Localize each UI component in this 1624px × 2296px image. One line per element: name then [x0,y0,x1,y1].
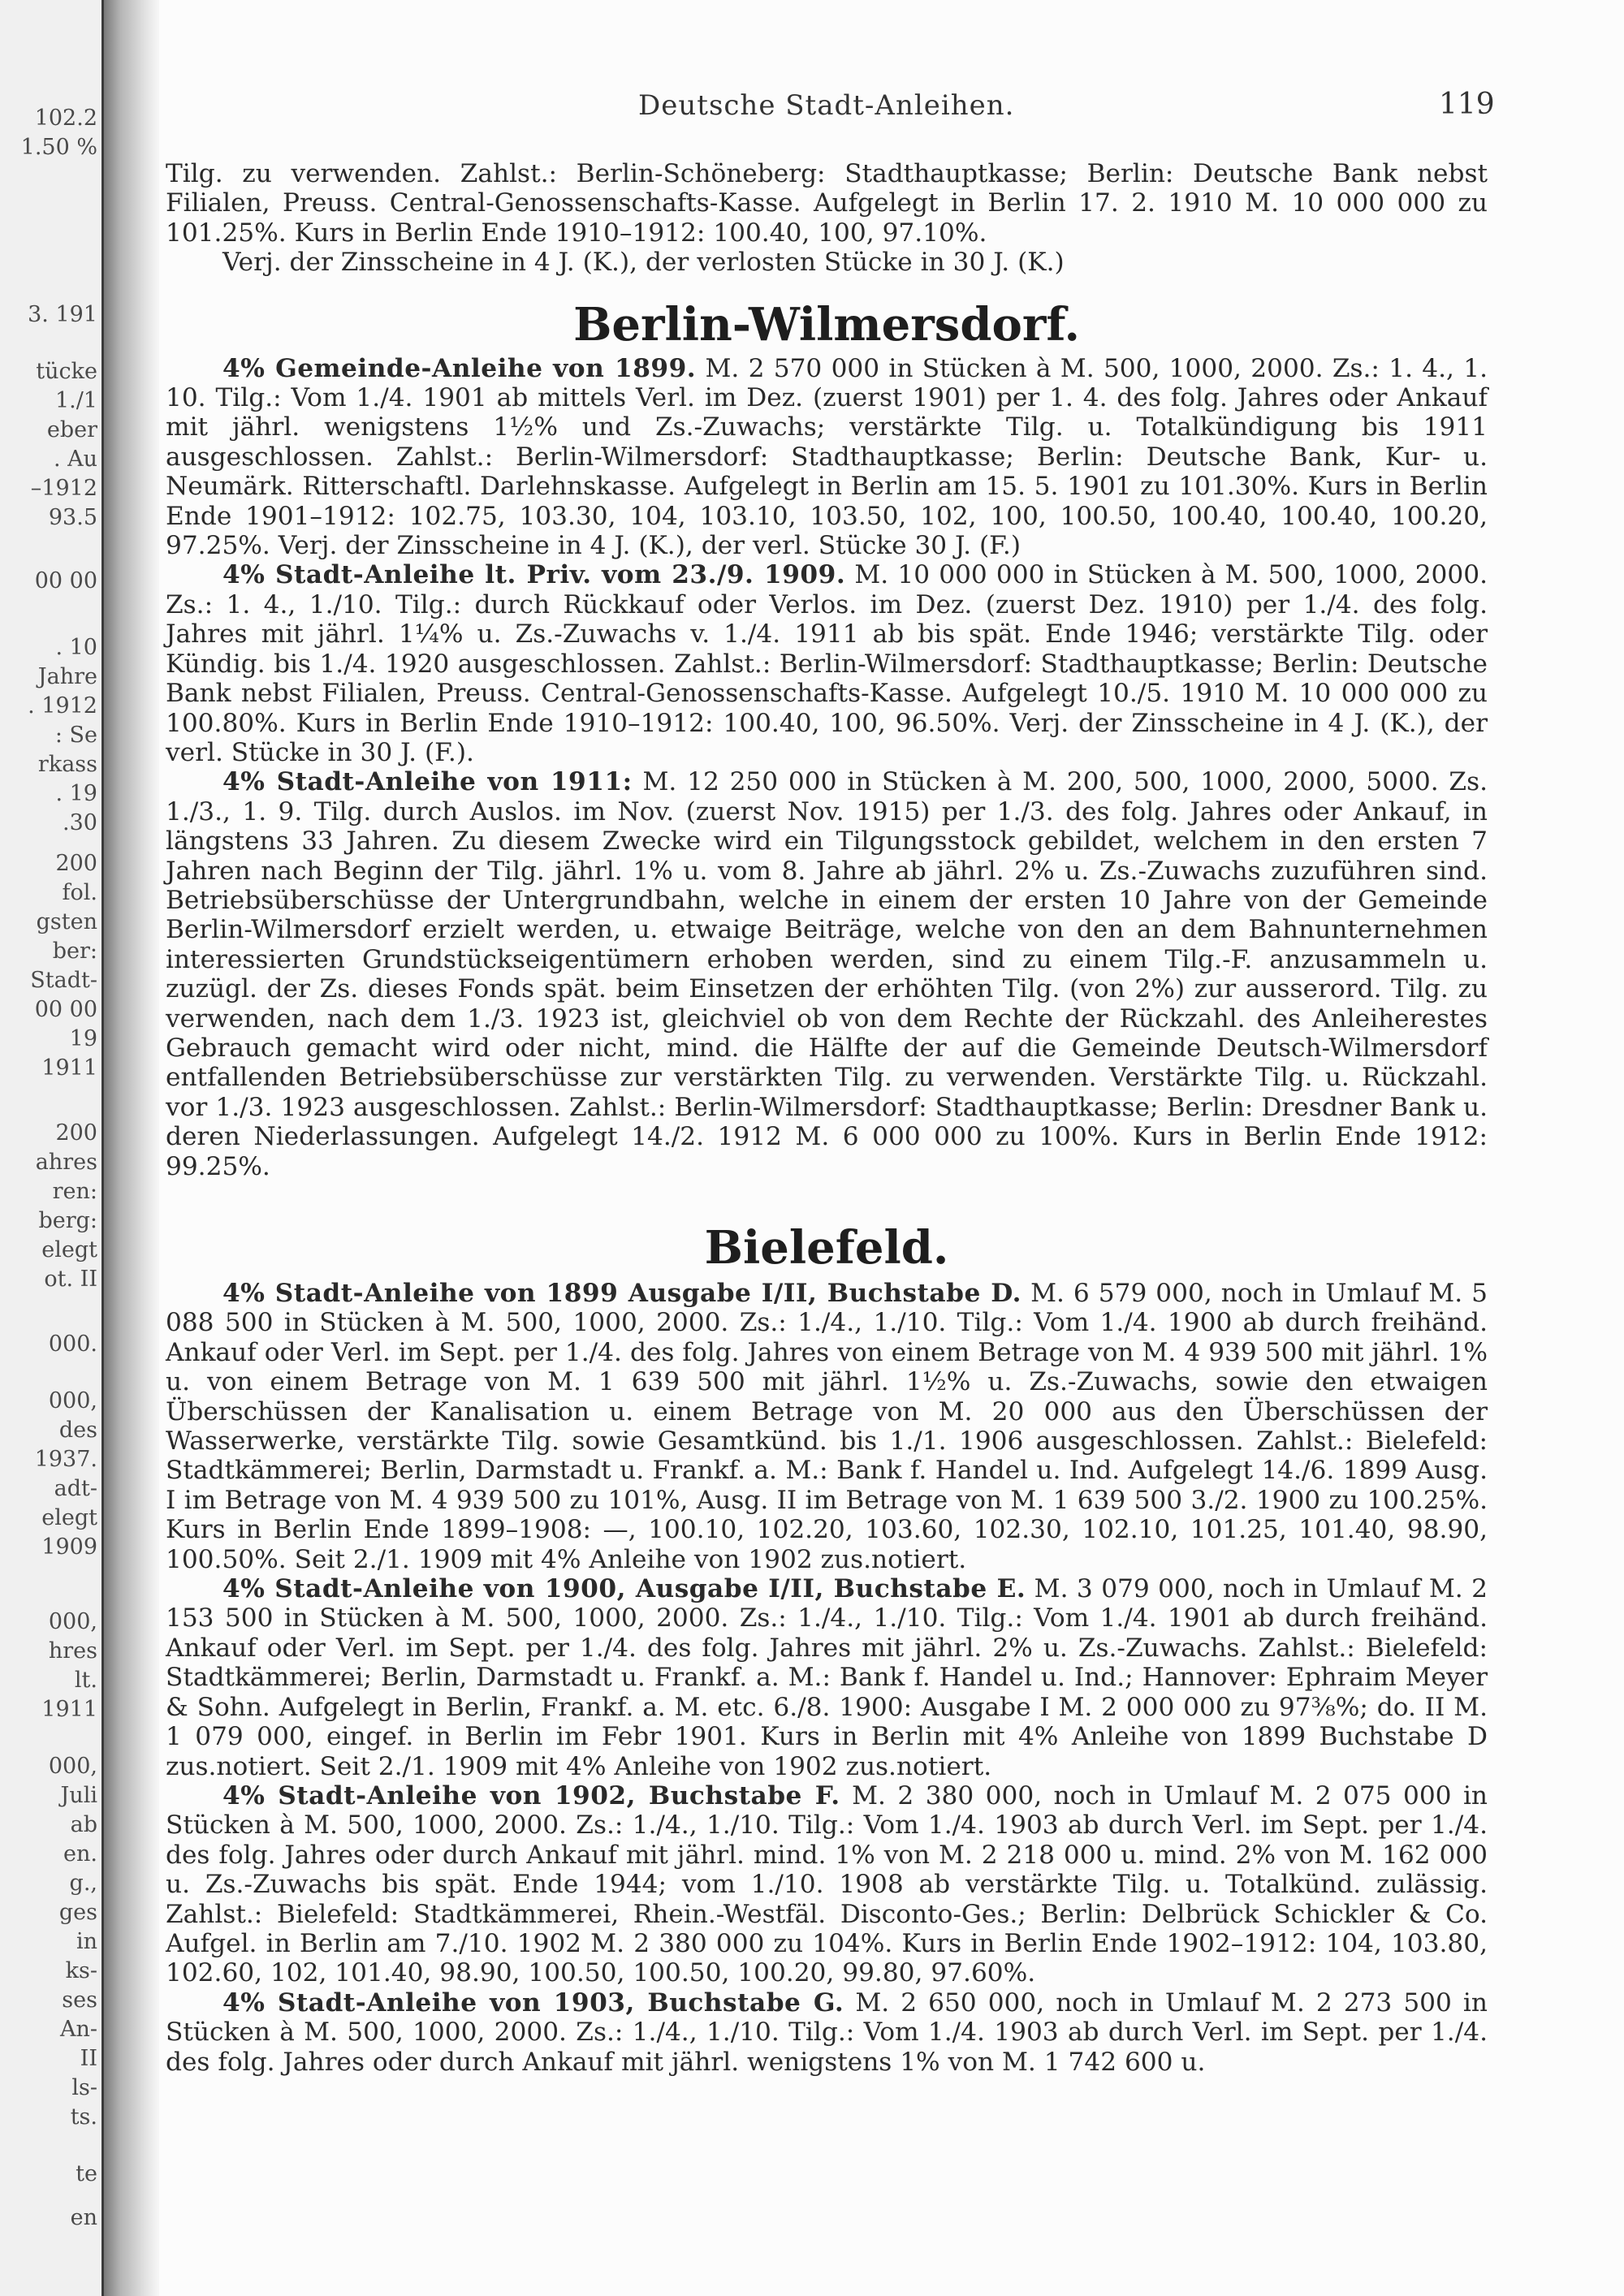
bond-title: 4% Gemeinde-Anleihe von 1899. [222,353,697,383]
bond-entry [166,1574,1488,1781]
bond-title: 4% Stadt-Anleihe von 1900, Ausgabe I/II, Buchstabe E. [222,1574,1026,1604]
margin-fragment: adt- [54,1476,97,1501]
margin-fragment: . 1912 [28,693,97,719]
margin-fragment: ls- [71,2075,97,2100]
margin-fragment: in [76,1929,97,1954]
book-gutter-shadow [104,0,159,2296]
page-body [166,159,1488,2077]
margin-fragment: ren: [52,1179,97,1204]
margin-fragment: Stadt- [30,968,97,993]
page-number: 119 [1439,88,1495,121]
bond-details: M. 3 079 000, noch in Umlauf M. 2 153 500 in Stücken à M. 500, 1000, 2000. Zs.: 1./4., 1./10. Tilg.: Vom 1./4. 1901 ab durch freihänd. Ankauf oder Verl. im Sept. per 1./4. des folg. Jahres mit jährl. 2% u. Zs.-Zuwachs. Zahlst.: Bielefeld: Stadtkämmerei; Berlin, Darmstadt u. Frankf. a. M.: Bank f. Handel u. Ind.; Hannover: Ephraim Meyer & Sohn. Aufgelegt in Berlin, Frankf. a. M. etc. 6./8. 1900: Ausgabe I M. 2 000 000 zu 97⅜%; do. II M. 1 079 000, eingef. in Berlin im Febr 1901. Kurs in Berlin mit 4% Anleihe von 1899 Buchstabe D zus.notiert. Seit 2./1. 1909 mit 4% Anleihe von 1902 zus.notiert. [166,1574,1488,1781]
margin-fragment: . 10 [55,635,97,660]
bond-details: M. 2 570 000 in Stücken à M. 500, 1000, 2000. Zs.: 1. 4., 1. 10. Tilg.: Vom 1./4. 1901 ab mittels Verl. im Dez. (zuerst 1901) per 1. 4. des folg. Jahres oder Ankauf mit jährl. wenigstens 1½% und Zs.-Zuwachs; verstärkte Tilg. u. Totalkündigung bis 1911 ausgeschlossen. Zahlst.: Berlin-Wilmersdorf: Stadthauptkasse; Berlin: Deutsche Bank, Kur- u. Neumärk. Ritterschaftl. Darlehnskasse. Aufgelegt in Berlin am 15. 5. 1901 zu 101.30%. Kurs in Berlin Ende 1901–1912: 102.75, 103.30, 104, 103.10, 103.50, 102, 100, 100.50, 100.40, 100.40, 100.20, 97.25%. Verj. der Zinsscheine in 4 J. (K.), der verl. Stücke 30 J. (F.) [166,353,1488,561]
margin-fragment: ber: [52,939,97,964]
margin-fragment: 102.2 [34,106,97,131]
facing-page-strip [0,0,104,2296]
bond-entry [166,1988,1488,2077]
margin-fragment: fol. [62,880,97,905]
margin-fragment: ahres [35,1150,97,1175]
bond-details: M. 12 250 000 in Stücken à M. 200, 500, 1000, 2000, 5000. Zs. 1./3., 1. 9. Tilg. durch Auslos. im Nov. (zuerst Nov. 1915) per 1./3. des folg. Jahres oder Ankauf, in längstens 33 Jahren. Zu diesem Zwecke wird ein Tilgungsstock gebildet, welchem in den ersten 7 Jahren nach Beginn der Tilg. jährl. 1% u. vom 8. Jahre ab jährl. 2% u. Zs.-Zuwachs zuzuführen sind. Betriebsüberschüsse der Untergrundbahn, welche in einem der ersten 10 Jahre von der Gemeinde Berlin-Wilmersdorf erzielt werden, u. etwaige Beiträge, welche von den an dem Bahnunternehmen interessierten Grundstückseigentümern erhoben werden, sind zu einem Tilg.-F. anzusammeln u. zuzügl. der Zs. dieses Fonds spät. beim Einsetzen der erhöhten Tilg. (von 2%) zur ausserord. Tilg. zu verwenden, nach dem 1./3. 1923 ist, gleichviel ob von dem Rechte der Rückzahl. des Anleiherestes Gebrauch gemacht wird oder nicht, mind. die Hälfte der auf die Gemeinde Deutsch-Wilmersdorf entfallenden Betriebsüberschüsse zur verstärkten Tilg. zu verwenden. Verstärkte Tilg. u. Rückzahl. vor 1./3. 1923 ausgeschlossen. Zahlst.: Berlin-Wilmersdorf: Stadthauptkasse; Berlin: Dresdner Bank u. deren Niederlassungen. Aufgelegt 14./2. 1912 M. 6 000 000 zu 100%. Kurs in Berlin Ende 1912: 99.25%. [166,767,1488,1181]
margin-fragment: 93.5 [48,505,97,530]
margin-fragment: . Au [53,447,97,472]
margin-fragment: Jahre [37,664,97,689]
margin-fragment: 000, [48,1388,97,1413]
continuation-paragraph-end: Verj. der Zinsscheine in 4 J. (K.), der verlosten Stücke in 30 J. (K.) [222,248,1065,278]
bond-entry [166,1781,1488,1988]
margin-fragment: 200 [55,1120,97,1146]
city-heading-berlin-wilmersdorf: Berlin-Wilmersdorf. [573,297,1080,352]
bond-title: 4% Stadt-Anleihe von 1902, Buchstabe F. [222,1780,840,1810]
margin-fragment: elegt [41,1505,97,1530]
margin-fragment: 000, [48,1754,97,1779]
margin-fragment: . 19 [55,781,97,806]
margin-fragment: ges [58,1900,97,1925]
margin-fragment: 3. 191 [28,302,97,327]
margin-fragment: te [76,2161,97,2186]
margin-fragment: 200 [55,851,97,876]
margin-fragment: .30 [63,810,97,835]
margin-fragment: : Se [54,723,97,748]
margin-fragment: ses [62,1987,97,2013]
margin-fragment: ot. II [44,1267,97,1292]
margin-fragment: hres [48,1638,97,1664]
margin-fragment: lt. [74,1668,97,1693]
bond-details: M. 2 650 000, noch in Umlauf M. 2 273 500 in Stücken à M. 500, 1000, 2000. Zs.: 1./4., 1./10. Tilg.: Vom 1./4. 1903 ab durch Verl. im Sept. per 1./4. des folg. Jahres oder durch Ankauf mit jährl. wenigstens 1% von M. 1 742 600 u. [166,1987,1488,2077]
bond-details: M. 2 380 000, noch in Umlauf M. 2 075 000 in Stücken à M. 500, 1000, 2000. Zs.: 1./4., 1./10. Tilg.: Vom 1./4. 1903 ab durch Verl. im Sept. per 1./4. des folg. Jahres oder durch Ankauf mit jährl. mind. 1% von M. 2 218 000 u. mind. 2% von M. 162 000 u. Zs.-Zuwachs bis spät. Ende 1944; vom 1./10. 1908 ab verstärkte Tilg. u. Totalkünd. zulässig. Zahlst.: Bielefeld: Stadtkämmerei, Rhein.-Westfäl. Disconto-Ges.; Berlin: Delbrück Schickler & Co. Aufgel. in Berlin am 7./10. 1902 M. 2 380 000 zu 104%. Kurs in Berlin Ende 1902–1912: 104, 103.80, 102.60, 102, 101.40, 98.90, 100.50, 100.50, 100.20, 99.80, 97.60%. [166,1780,1488,1988]
continuation-paragraph: Tilg. zu verwenden. Zahlst.: Berlin-Schöneberg: Stadthauptkasse; Berlin: Deutsche Bank nebst Filialen, Preuss. Central-Genossenschafts-Kasse. Aufgelegt in Berlin 17. 2. 1910 M. 10 000 000 zu 101.25%. Kurs in Berlin Ende 1910–1912: 100.40, 100, 97.10%. [166,159,1488,248]
margin-fragment: gsten [36,909,97,934]
margin-fragment: rkass [37,752,97,777]
city-heading-bielefeld: Bielefeld. [704,1221,949,1275]
bond-entry [166,1279,1488,1574]
margin-fragment: g., [69,1871,97,1896]
margin-fragment: eber [46,417,97,442]
margin-fragment: des [58,1418,97,1443]
bond-details: M. 6 579 000, noch in Umlauf M. 5 088 500 in Stücken à M. 500, 1000, 2000. Zs.: 1./4., 1./10. Tilg.: Vom 1./4. 1900 ab durch freihänd. Ankauf oder Verl. im Sept. per 1./4. des folg. Jahres von einem Betrage von M. 4 939 500 mit jährl. 1% u. von einem Betrage von M. 1 639 500 mit jährl. 1½% u. Zs.-Zuwachs, sowie den etwaigen Überschüssen der Kanalisation u. einem Betrage von M. 20 000 aus den Überschüssen der Wasserwerke, verstärkte Tilg. sowie Gesamtkünd. bis 1./1. 1906 ausgeschlossen. Zahlst.: Bielefeld: Stadtkämmerei; Berlin, Darmstadt u. Frankf. a. M.: Bank f. Handel u. Ind. Aufgelegt 14./6. 1899 Ausg. I im Betrage von M. 4 939 500 zu 101%, Ausg. II im Betrage von M. 1 639 500 3./2. 1900 zu 100.25%. Kurs in Berlin Ende 1899–1908: —, 100.10, 102.20, 103.60, 102.30, 102.10, 101.25, 101.40, 98.90, 100.50%. Seit 2./1. 1909 mit 4% Anleihe von 1902 zus.notiert. [166,1279,1488,1574]
bond-entry [166,560,1488,767]
book-page [159,0,1624,2296]
margin-fragment: 1911 [41,1697,97,1722]
bond-title: 4% Stadt-Anleihe von 1903, Buchstabe G. [222,1987,844,2018]
margin-fragment: 000. [48,1331,97,1357]
margin-fragment: 1911 [41,1055,97,1081]
margin-fragment: II [80,2046,97,2071]
margin-fragment: elegt [41,1237,97,1262]
margin-fragment: en. [63,1841,97,1867]
bond-title: 4% Stadt-Anleihe lt. Priv. vom 23./9. 1909. [222,560,846,590]
bond-title: 4% Stadt-Anleihe von 1899 Ausgabe I/II, Buchstabe D. [222,1279,1022,1308]
bond-entry [166,354,1488,561]
bond-details: M. 10 000 000 in Stücken à M. 500, 1000, 2000. Zs.: 1. 4., 1./10. Tilg.: durch Rückkauf oder Verlos. im Dez. (zuerst Dez. 1910) per 1./4. des folg. Jahres mit jährl. 1¼% u. Zs.-Zuwachs v. 1./4. 1911 ab bis spät. Ende 1946; verstärkte Tilg. oder Kündig. bis 1./4. 1920 ausgeschlossen. Zahlst.: Berlin-Wilmersdorf: Stadthauptkasse; Berlin: Deutsche Bank nebst Filialen, Preuss. Central-Genossenschafts-Kasse. Aufgelegt 10./5. 1910 M. 10 000 000 zu 100.80%. Kurs in Berlin Ende 1910–1912: 100.40, 100, 96.50%. Verj. der Zinsscheine in 4 J. (K.), der verl. Stücke in 30 J. (F.). [166,560,1488,767]
margin-fragment: 1.50 % [20,135,97,160]
bond-title: 4% Stadt-Anleihe von 1911: [222,767,633,797]
margin-fragment: 19 [69,1026,97,1051]
margin-fragment: 00 00 [34,568,97,593]
margin-fragment: berg: [38,1208,97,1233]
margin-fragment: 1937. [34,1447,97,1472]
margin-fragment: ts. [70,2104,97,2130]
margin-fragment: 1./1 [54,388,97,413]
margin-fragment: Juli [60,1783,97,1808]
margin-fragment: ks- [65,1958,97,1983]
margin-fragment: 00 00 [34,997,97,1022]
margin-fragment: 000, [48,1609,97,1634]
bond-entry [166,767,1488,1181]
margin-fragment: 1909 [41,1534,97,1560]
margin-fragment: –1912 [30,476,97,501]
running-head: Deutsche Stadt-Anleihen. [638,89,1015,122]
margin-fragment: An- [59,2017,97,2042]
margin-fragment: ab [70,1812,97,1837]
margin-fragment: tücke [36,359,97,384]
margin-fragment: en [70,2205,97,2230]
